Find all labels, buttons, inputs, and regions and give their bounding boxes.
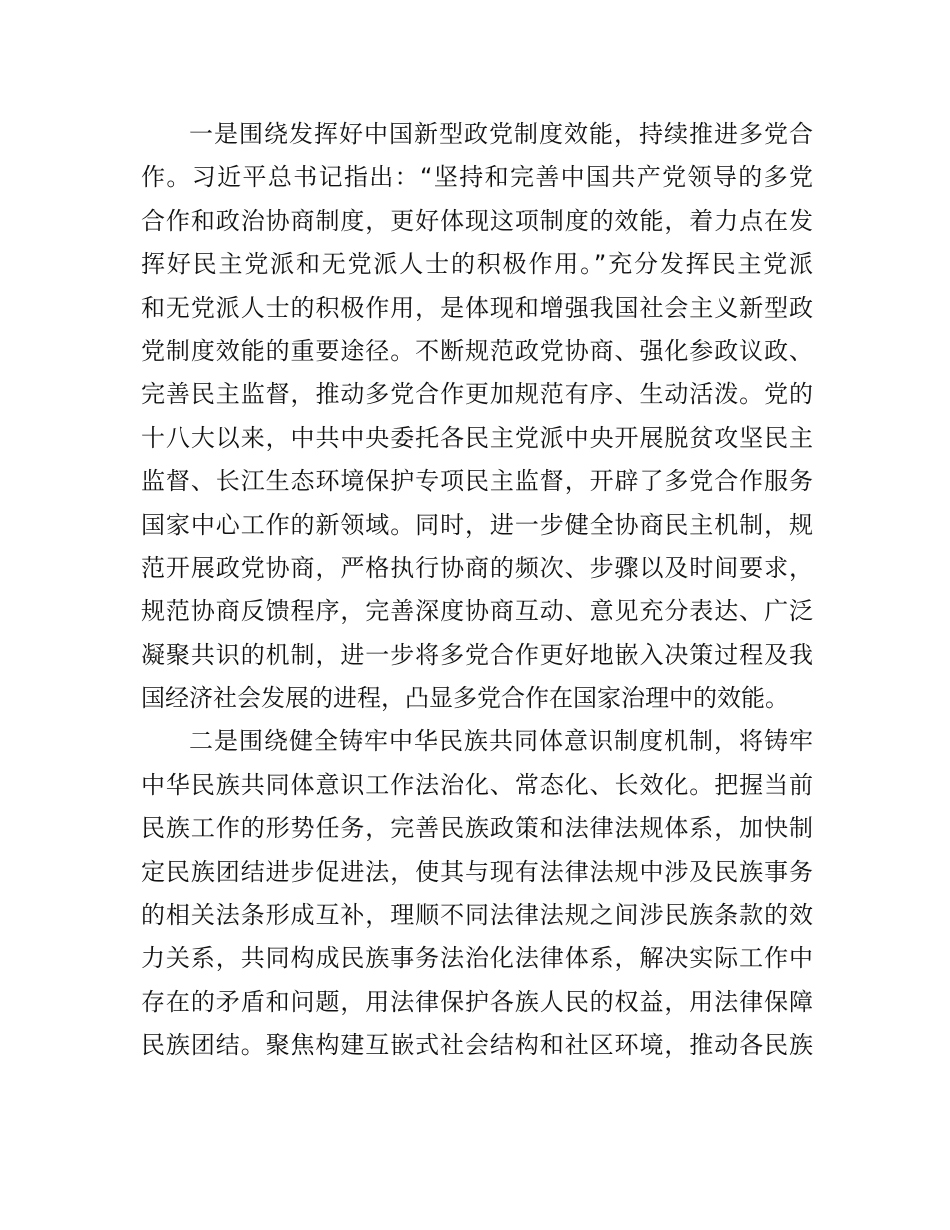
- text-line: 中华民族共同体意识工作法治化、常态化、长效化。把握当前: [141, 770, 813, 799]
- paragraph-2: [141, 720, 813, 1067]
- text-line: 国家中心工作的新领域。同时，进一步健全协商民主机制，规: [141, 510, 813, 539]
- text-line: 和无党派人士的积极作用，是体现和增强我国社会主义新型政: [141, 293, 813, 322]
- text-line: 十八大以来，中共中央委托各民主党派中央开展脱贫攻坚民主: [141, 423, 813, 452]
- text-line: 民族工作的形势任务，完善民族政策和法律法规体系，加快制: [141, 814, 813, 843]
- text-line: 一是围绕发挥好中国新型政党制度效能，持续推进多党合: [189, 120, 813, 148]
- text-line: 国经济社会发展的进程，凸显多党合作在国家治理中的效能。: [141, 684, 789, 713]
- paragraph-1: [141, 113, 813, 720]
- text-line: 完善民主监督，推动多党合作更加规范有序、生动活泼。党的: [141, 380, 813, 409]
- text-line: 力关系，共同构成民族事务法治化法律体系，解决实际工作中: [141, 944, 813, 973]
- document-body: [141, 113, 813, 1068]
- text-line: 二是围绕健全铸牢中华民族共同体意识制度机制，将铸牢: [189, 727, 813, 756]
- text-line: 凝聚共识的机制，进一步将多党合作更好地嵌入决策过程及我: [141, 640, 813, 669]
- text-line: 定民族团结进步促进法，使其与现有法律法规中涉及民族事务: [141, 857, 813, 886]
- text-line: 党制度效能的重要途径。不断规范政党协商、强化参政议政、: [141, 336, 813, 365]
- text-line: 合作和政治协商制度，更好体现这项制度的效能，着力点在发: [141, 206, 813, 235]
- text-line: 作。习近平总书记指出：“坚持和完善中国共产党领导的多党: [141, 163, 813, 192]
- text-line: 监督、长江生态环境保护专项民主监督，开辟了多党合作服务: [141, 467, 813, 496]
- text-line: 存在的矛盾和问题，用法律保护各族人民的权益，用法律保障: [141, 987, 813, 1016]
- text-line: 民族团结。聚焦构建互嵌式社会结构和社区环境，推动各民族: [141, 1031, 813, 1060]
- text-line: 范开展政党协商，严格执行协商的频次、步骤以及时间要求，: [141, 553, 813, 582]
- text-line: 的相关法条形成互补，理顺不同法律法规之间涉民族条款的效: [141, 901, 813, 930]
- text-line: 规范协商反馈程序，完善深度协商互动、意见充分表达、广泛: [141, 597, 813, 626]
- text-line: 挥好民主党派和无党派人士的积极作用。”充分发挥民主党派: [141, 250, 813, 279]
